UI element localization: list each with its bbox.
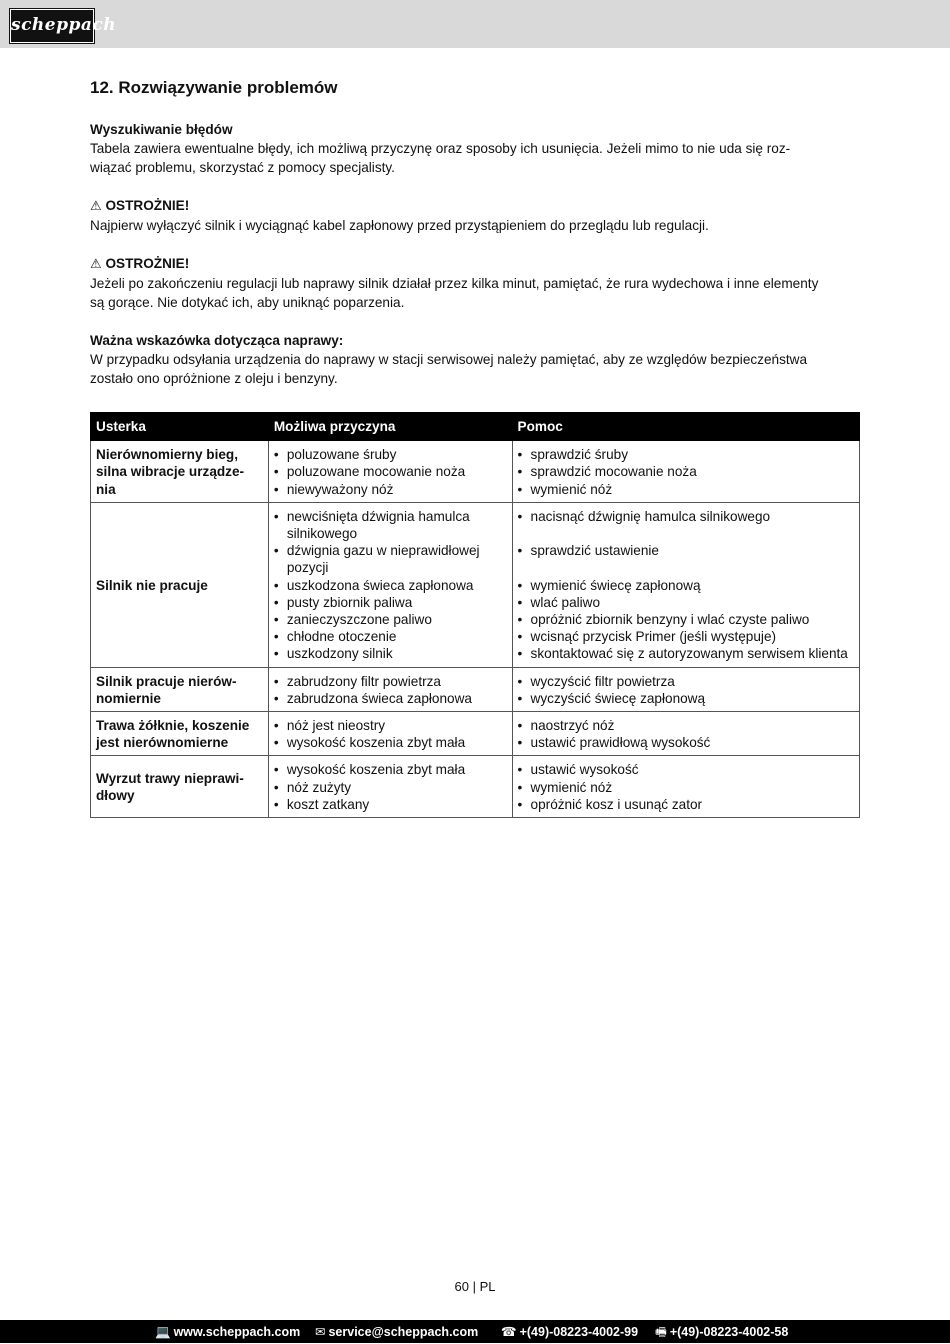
table-row: [91, 756, 860, 818]
remedy-item: • wlać paliwo: [518, 594, 854, 611]
header-bar: [0, 0, 950, 48]
repair-note-line-2: zostało ono opróżnione z oleju i benzyny.: [90, 371, 338, 386]
repair-note-block: [90, 331, 860, 388]
header-fault: Usterka: [91, 413, 269, 441]
footer-website[interactable]: 💻 www.scheppach.com: [155, 1324, 301, 1339]
remedy-item: • nacisnąć dźwignię hamulca silnikowego: [518, 508, 854, 525]
intro-heading: Wyszukiwanie błędów: [90, 122, 233, 137]
cause-cell: [268, 712, 512, 756]
warning-2-heading: OSTROŻNIE!: [105, 256, 190, 271]
warning-1-heading: OSTROŻNIE!: [105, 198, 190, 213]
repair-note-heading: Ważna wskazówka dotycząca naprawy:: [90, 333, 344, 348]
cause-item: • nóż zużyty: [274, 779, 507, 796]
intro-line-2: wiązać problemu, skorzystać z pomocy specjalisty.: [90, 160, 395, 175]
remedy-item: • sprawdzić śruby: [518, 446, 854, 463]
remedy-item: • opróżnić kosz i usunąć zator: [518, 796, 854, 813]
cause-item: • wysokość koszenia zbyt mała: [274, 761, 507, 778]
warning-2-line-2: są gorące. Nie dotykać ich, aby uniknąć poparzenia.: [90, 295, 405, 310]
cause-item: • zabrudzony filtr powietrza: [274, 673, 507, 690]
table-row: [91, 441, 860, 503]
footer-fax: 🖷 +(49)-08223-4002-58: [655, 1324, 789, 1339]
fault-cell: Silnik nie pracuje: [91, 502, 269, 667]
cause-item: • poluzowane mocowanie noża: [274, 463, 507, 480]
footer-bar: [0, 1320, 950, 1343]
table-header-row: [91, 413, 860, 441]
fault-cell: Wyrzut trawy nieprawi- dłowy: [91, 756, 269, 818]
remedy-cell: [512, 441, 859, 503]
warning-2-line-1: Jeżeli po zakończeniu regulacji lub naprawy silnik działał przez kilka minut, pamiętać, że rura wydechowa i inne elementy: [90, 276, 819, 291]
warning-block-2: [90, 254, 860, 312]
page-number: 60 | PL: [454, 1279, 496, 1294]
cause-item: • zabrudzona świeca zapłonowa: [274, 690, 507, 707]
remedy-item: • ustawić wysokość: [518, 761, 854, 778]
computer-icon: 💻: [155, 1324, 171, 1339]
repair-note-line-1: W przypadku odsyłania urządzenia do naprawy w stacji serwisowej należy pamiętać, aby ze względów bezpieczeństwa: [90, 352, 808, 367]
cause-item: • koszt zatkany: [274, 796, 507, 813]
cause-item: • pusty zbiornik paliwa: [274, 594, 507, 611]
header-cause: Możliwa przyczyna: [268, 413, 512, 441]
remedy-item: • ustawić prawidłową wysokość: [518, 734, 854, 751]
remedy-item: • wymienić nóż: [518, 779, 854, 796]
warning-triangle-icon: ⚠: [90, 199, 102, 214]
remedy-cell: [512, 712, 859, 756]
cause-item: • niewyważony nóż: [274, 481, 507, 498]
cause-item: • poluzowane śruby: [274, 446, 507, 463]
fault-cell: Nierównomierny bieg, silna wibracje urządze- nia: [91, 441, 269, 503]
fault-cell: Trawa żółknie, koszenie jest nierównomierne: [91, 712, 269, 756]
remedy-cell: [512, 667, 859, 711]
section-title: 12. Rozwiązywanie problemów: [90, 78, 338, 97]
intro-block: [90, 120, 860, 177]
remedy-item: • wymienić świecę zapłonową: [518, 577, 854, 594]
table-row: [91, 712, 860, 756]
remedy-cell: [512, 502, 859, 667]
cause-item: • dźwignia gazu w nieprawidłowej pozycji: [274, 542, 507, 576]
cause-item: • wysokość koszenia zbyt mała: [274, 734, 507, 751]
remedy-item: • naostrzyć nóż: [518, 717, 854, 734]
cause-item: • newciśnięta dźwignia hamulca silnikowego: [274, 508, 507, 542]
fax-icon: 🖷: [655, 1324, 667, 1339]
remedy-item: • opróżnić zbiornik benzyny i wlać czyste paliwo: [518, 611, 854, 628]
cause-cell: [268, 756, 512, 818]
table-row: [91, 502, 860, 667]
remedy-cell: [512, 756, 859, 818]
cause-cell: [268, 502, 512, 667]
list-spacer: [518, 525, 854, 542]
remedy-item: • wcisnąć przycisk Primer (jeśli występuje): [518, 628, 854, 645]
remedy-item: • wymienić nóż: [518, 481, 854, 498]
intro-line-1: Tabela zawiera ewentualne błędy, ich możliwą przyczynę oraz sposoby ich usunięcia. Jeżeli mimo to nie uda się roz-: [90, 141, 791, 156]
table-row: [91, 667, 860, 711]
cause-item: • nóż jest nieostry: [274, 717, 507, 734]
warning-triangle-icon: ⚠: [90, 257, 102, 272]
remedy-item: • skontaktować się z autoryzowanym serwisem klienta: [518, 645, 854, 662]
remedy-item: • sprawdzić mocowanie noża: [518, 463, 854, 480]
remedy-item: • wyczyścić filtr powietrza: [518, 673, 854, 690]
cause-cell: [268, 441, 512, 503]
warning-block-1: [90, 196, 860, 235]
remedy-item: • sprawdzić ustawienie: [518, 542, 854, 559]
cause-item: • uszkodzony silnik: [274, 645, 507, 662]
fault-cell: Silnik pracuje nierów- nomiernie: [91, 667, 269, 711]
footer-phone: ☎ +(49)-08223-4002-99: [501, 1324, 639, 1339]
cause-item: • zanieczyszczone paliwo: [274, 611, 507, 628]
phone-icon: ☎: [501, 1324, 517, 1339]
mail-icon: ✉: [315, 1324, 326, 1339]
troubleshooting-table: [90, 412, 860, 818]
cause-item: • uszkodzona świeca zapłonowa: [274, 577, 507, 594]
cause-item: • chłodne otoczenie: [274, 628, 507, 645]
header-remedy: Pomoc: [512, 413, 859, 441]
warning-1-text: Najpierw wyłączyć silnik i wyciągnąć kabel zapłonowy przed przystąpieniem do przeglądu lub regulacji.: [90, 218, 709, 233]
scheppach-logo: scheppach: [10, 9, 94, 43]
list-spacer: [518, 559, 854, 576]
footer-email[interactable]: ✉ service@scheppach.com: [315, 1324, 479, 1339]
remedy-item: • wyczyścić świecę zapłonową: [518, 690, 854, 707]
cause-cell: [268, 667, 512, 711]
